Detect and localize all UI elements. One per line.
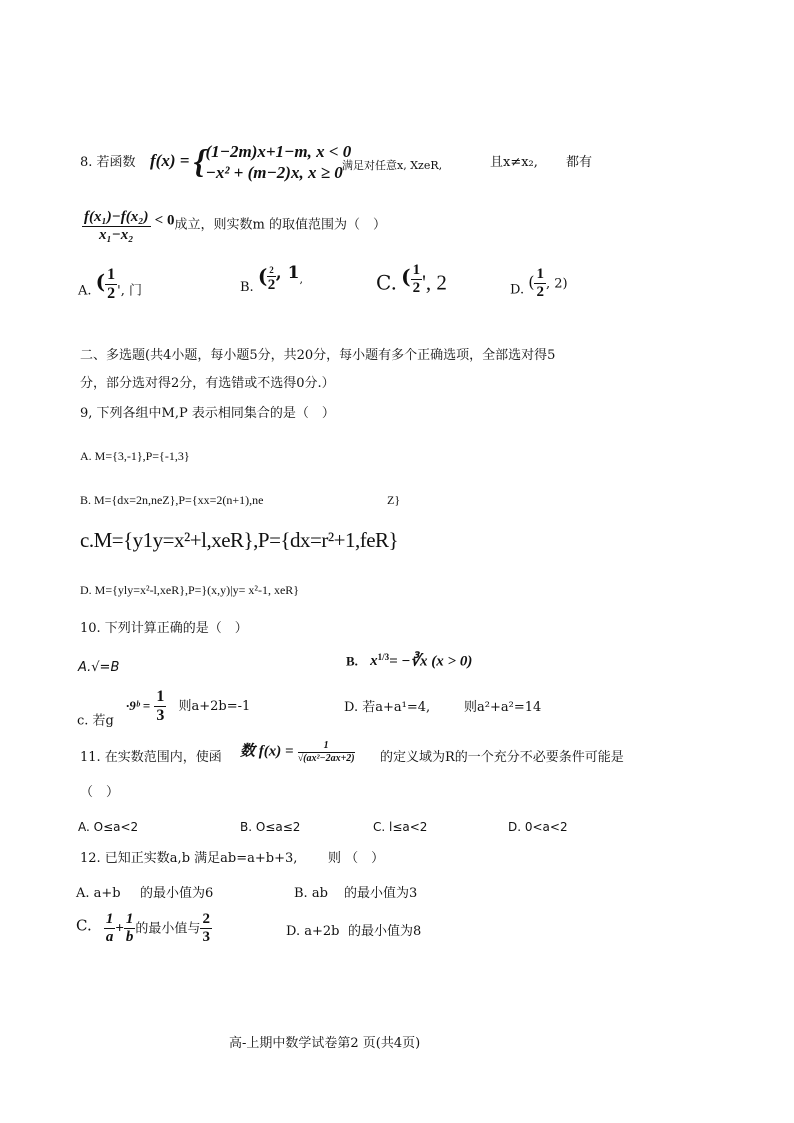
q12-opt-c-f1-den: a xyxy=(105,929,114,946)
q11-option-b: B. O≤a≤2 xyxy=(240,820,301,834)
q10-option-d-tail: 则a²+a²=14 xyxy=(464,700,542,715)
q8-opt-d-num: 1 xyxy=(534,266,546,284)
q11-option-d: D. 0<a<2 xyxy=(508,820,568,834)
q8-case-2: −x² + (m−2)x, x ≥ 0 xyxy=(205,163,343,183)
q8-opt-a-label: A. xyxy=(78,283,92,299)
q8-opt-a-fraction xyxy=(105,266,117,304)
q11-func-den: √(ax²−2ax+2) xyxy=(297,752,355,764)
q8-ineq-relation: < 0 xyxy=(154,212,175,229)
q10-option-a: A.√=B xyxy=(78,660,120,675)
q8-opt-c-post: ', 2 xyxy=(422,270,447,295)
q8-opt-d-fraction xyxy=(534,266,546,302)
q11-function xyxy=(240,740,355,764)
q12-stem-tail: 则 （ ） xyxy=(328,851,385,866)
q8-inequality xyxy=(82,209,386,245)
q12-opt-c-frac-1 xyxy=(104,911,116,947)
q10-opt-c-num: 1 xyxy=(154,688,166,707)
q12-opt-c-f2-num: 1 xyxy=(124,911,136,929)
q12-opt-c-f3-den: 3 xyxy=(202,929,210,946)
q8-opt-b-num: 2 xyxy=(269,265,274,276)
q11-option-a: A. O≤a<2 xyxy=(78,820,139,834)
q8-condition xyxy=(342,159,442,172)
q8-ineq-fraction xyxy=(82,209,151,245)
q9-option-b-tail: Z} xyxy=(387,493,401,507)
q8-option-c xyxy=(376,262,447,298)
q8-option-b xyxy=(240,263,303,296)
q10-option-c xyxy=(77,688,250,729)
q12-option-b: B. ab xyxy=(294,886,328,901)
q8-opt-a-paren: ( xyxy=(95,269,106,294)
q12-option-d-tail: 的最小值为8 xyxy=(348,924,422,939)
q8-opt-a-num: 1 xyxy=(105,266,117,285)
q8-opt-b-paren: ( xyxy=(257,264,268,288)
q11-stem-tail: 的定义域为R的一个充分不必要条件可能是 xyxy=(380,750,624,765)
q11-func-num: 1 xyxy=(298,740,355,753)
q8-option-a xyxy=(78,266,142,304)
q8-ineq-denominator: x₁−x₂ xyxy=(98,227,134,244)
q12-opt-c-frac-2 xyxy=(124,911,136,947)
q12-option-a-tail: 的最小值为6 xyxy=(140,886,214,901)
q12-opt-c-plus: + xyxy=(115,920,124,937)
page-footer: 高-上期中数学试卷第2 页(共4页) xyxy=(229,1036,421,1051)
q10-opt-c-fraction xyxy=(154,688,166,726)
q10-opt-c-expr: ·9ᵇ = xyxy=(126,698,151,714)
q12-opt-c-label: C. xyxy=(76,916,92,935)
q11-func-name: 数 f(x) = xyxy=(240,743,294,760)
q8-stem xyxy=(80,155,136,171)
q8-option-d xyxy=(510,266,568,302)
q8-cond-mid: 且x≠x₂, xyxy=(490,155,538,170)
q10-option-d: D. 若a+a¹=4, xyxy=(344,700,431,715)
q10-opt-c-den: 3 xyxy=(156,707,165,725)
q8-piecewise: { (1−2m)x+1−m, x < 0 −x² + (m−2)x, x ≥ 0 xyxy=(193,142,352,183)
q12-opt-c-mid: 的最小值与 xyxy=(135,921,201,937)
q12-option-c xyxy=(76,911,212,947)
q8-cond-small: 满足对任意x, XzeR, xyxy=(342,159,443,172)
q12-option-a: A. a+b xyxy=(76,886,121,901)
section2-line2: 分，部分选对得2分，有选错或不选得0分.） xyxy=(80,376,335,391)
q8-opt-b-label: B. xyxy=(240,280,254,295)
q12-opt-c-f3-num: 2 xyxy=(200,911,212,929)
q8-opt-b-den: 2 xyxy=(267,276,276,293)
q10-opt-b-label: B. xyxy=(346,653,358,669)
q9-option-a: A. M={3,-1},P={-1,3} xyxy=(80,449,190,463)
q11-func-fraction xyxy=(298,740,355,764)
q11-paren: （ ） xyxy=(80,785,120,800)
q8-opt-b-post: , 1 xyxy=(275,263,300,283)
q10-opt-b-base: x xyxy=(370,653,378,670)
q8-opt-c-paren: ( xyxy=(401,264,411,289)
q8-opt-d-paren: ( xyxy=(528,272,535,292)
q10-stem: 10. 下列计算正确的是（ ） xyxy=(80,621,248,636)
q12-opt-c-f2-den: b xyxy=(125,929,134,946)
q8-opt-b-fraction xyxy=(267,265,276,294)
q12-opt-c-frac-3 xyxy=(200,911,212,947)
q8-func-name: f(x) = xyxy=(150,151,190,171)
q10-opt-c-label: c. 若g xyxy=(77,713,114,729)
q8-opt-c-num: 1 xyxy=(411,262,423,280)
q8-opt-a-den: 2 xyxy=(107,285,116,303)
q8-opt-c-label: C. xyxy=(376,270,397,295)
q8-ineq-numerator: f(x₁)−f(x₂) xyxy=(82,209,151,227)
q11-option-c: C. l≤a<2 xyxy=(373,820,428,834)
q12-opt-c-f1-num: 1 xyxy=(104,911,116,929)
q8-function xyxy=(150,141,351,184)
q8-opt-a-post: ', 门 xyxy=(117,283,142,299)
q8-ineq-tail: 成立，则实数m 的取值范围为（ ） xyxy=(174,217,386,233)
q10-opt-b-exponent: 1/3 xyxy=(377,652,390,662)
q9-stem: 9, 下列各组中M,P 表示相同集合的是（ ） xyxy=(80,406,335,421)
q8-opt-d-post: , 2) xyxy=(545,276,568,292)
q10-opt-b-expr: = −∛x (x > 0) xyxy=(389,653,473,670)
q8-cond-end: 都有 xyxy=(566,155,593,170)
q9-option-c: c.M={y1y=x²+l,xeR},P={dx=r²+1,feR} xyxy=(80,528,399,552)
q12-option-b-tail: 的最小值为3 xyxy=(344,886,418,901)
q8-opt-d-label: D. xyxy=(510,282,525,298)
q8-opt-d-den: 2 xyxy=(536,284,544,301)
q8-opt-c-den: 2 xyxy=(412,280,421,297)
q10-opt-c-tail: 则a+2b=-1 xyxy=(178,699,251,715)
q9-option-b: B. M={dx=2n,neZ},P={xx=2(n+1),ne xyxy=(80,493,264,507)
section2-line1: 二、多选题(共4小题，每小题5分，共20分，每小题有多个正确选项，全部选对得5 xyxy=(80,348,556,363)
q8-opt-c-fraction xyxy=(411,262,423,298)
q9-option-d: D. M={yly=x²-l,xeR},P=}(x,y)|y= x²-1, xeR} xyxy=(80,583,300,597)
q11-stem: 11. 在实数范围内，使函 xyxy=(80,750,222,765)
q12-stem: 12. 已知正实数a,b 满足ab=a+b+3, xyxy=(80,851,298,866)
q12-option-d: D. a+2b xyxy=(286,924,340,939)
q8-case-1: (1−2m)x+1−m, x < 0 xyxy=(205,142,352,161)
q8-opt-b-tail: , xyxy=(299,273,303,286)
q10-option-b xyxy=(346,652,472,670)
q8-prefix: 8. 若函数 xyxy=(80,155,136,170)
